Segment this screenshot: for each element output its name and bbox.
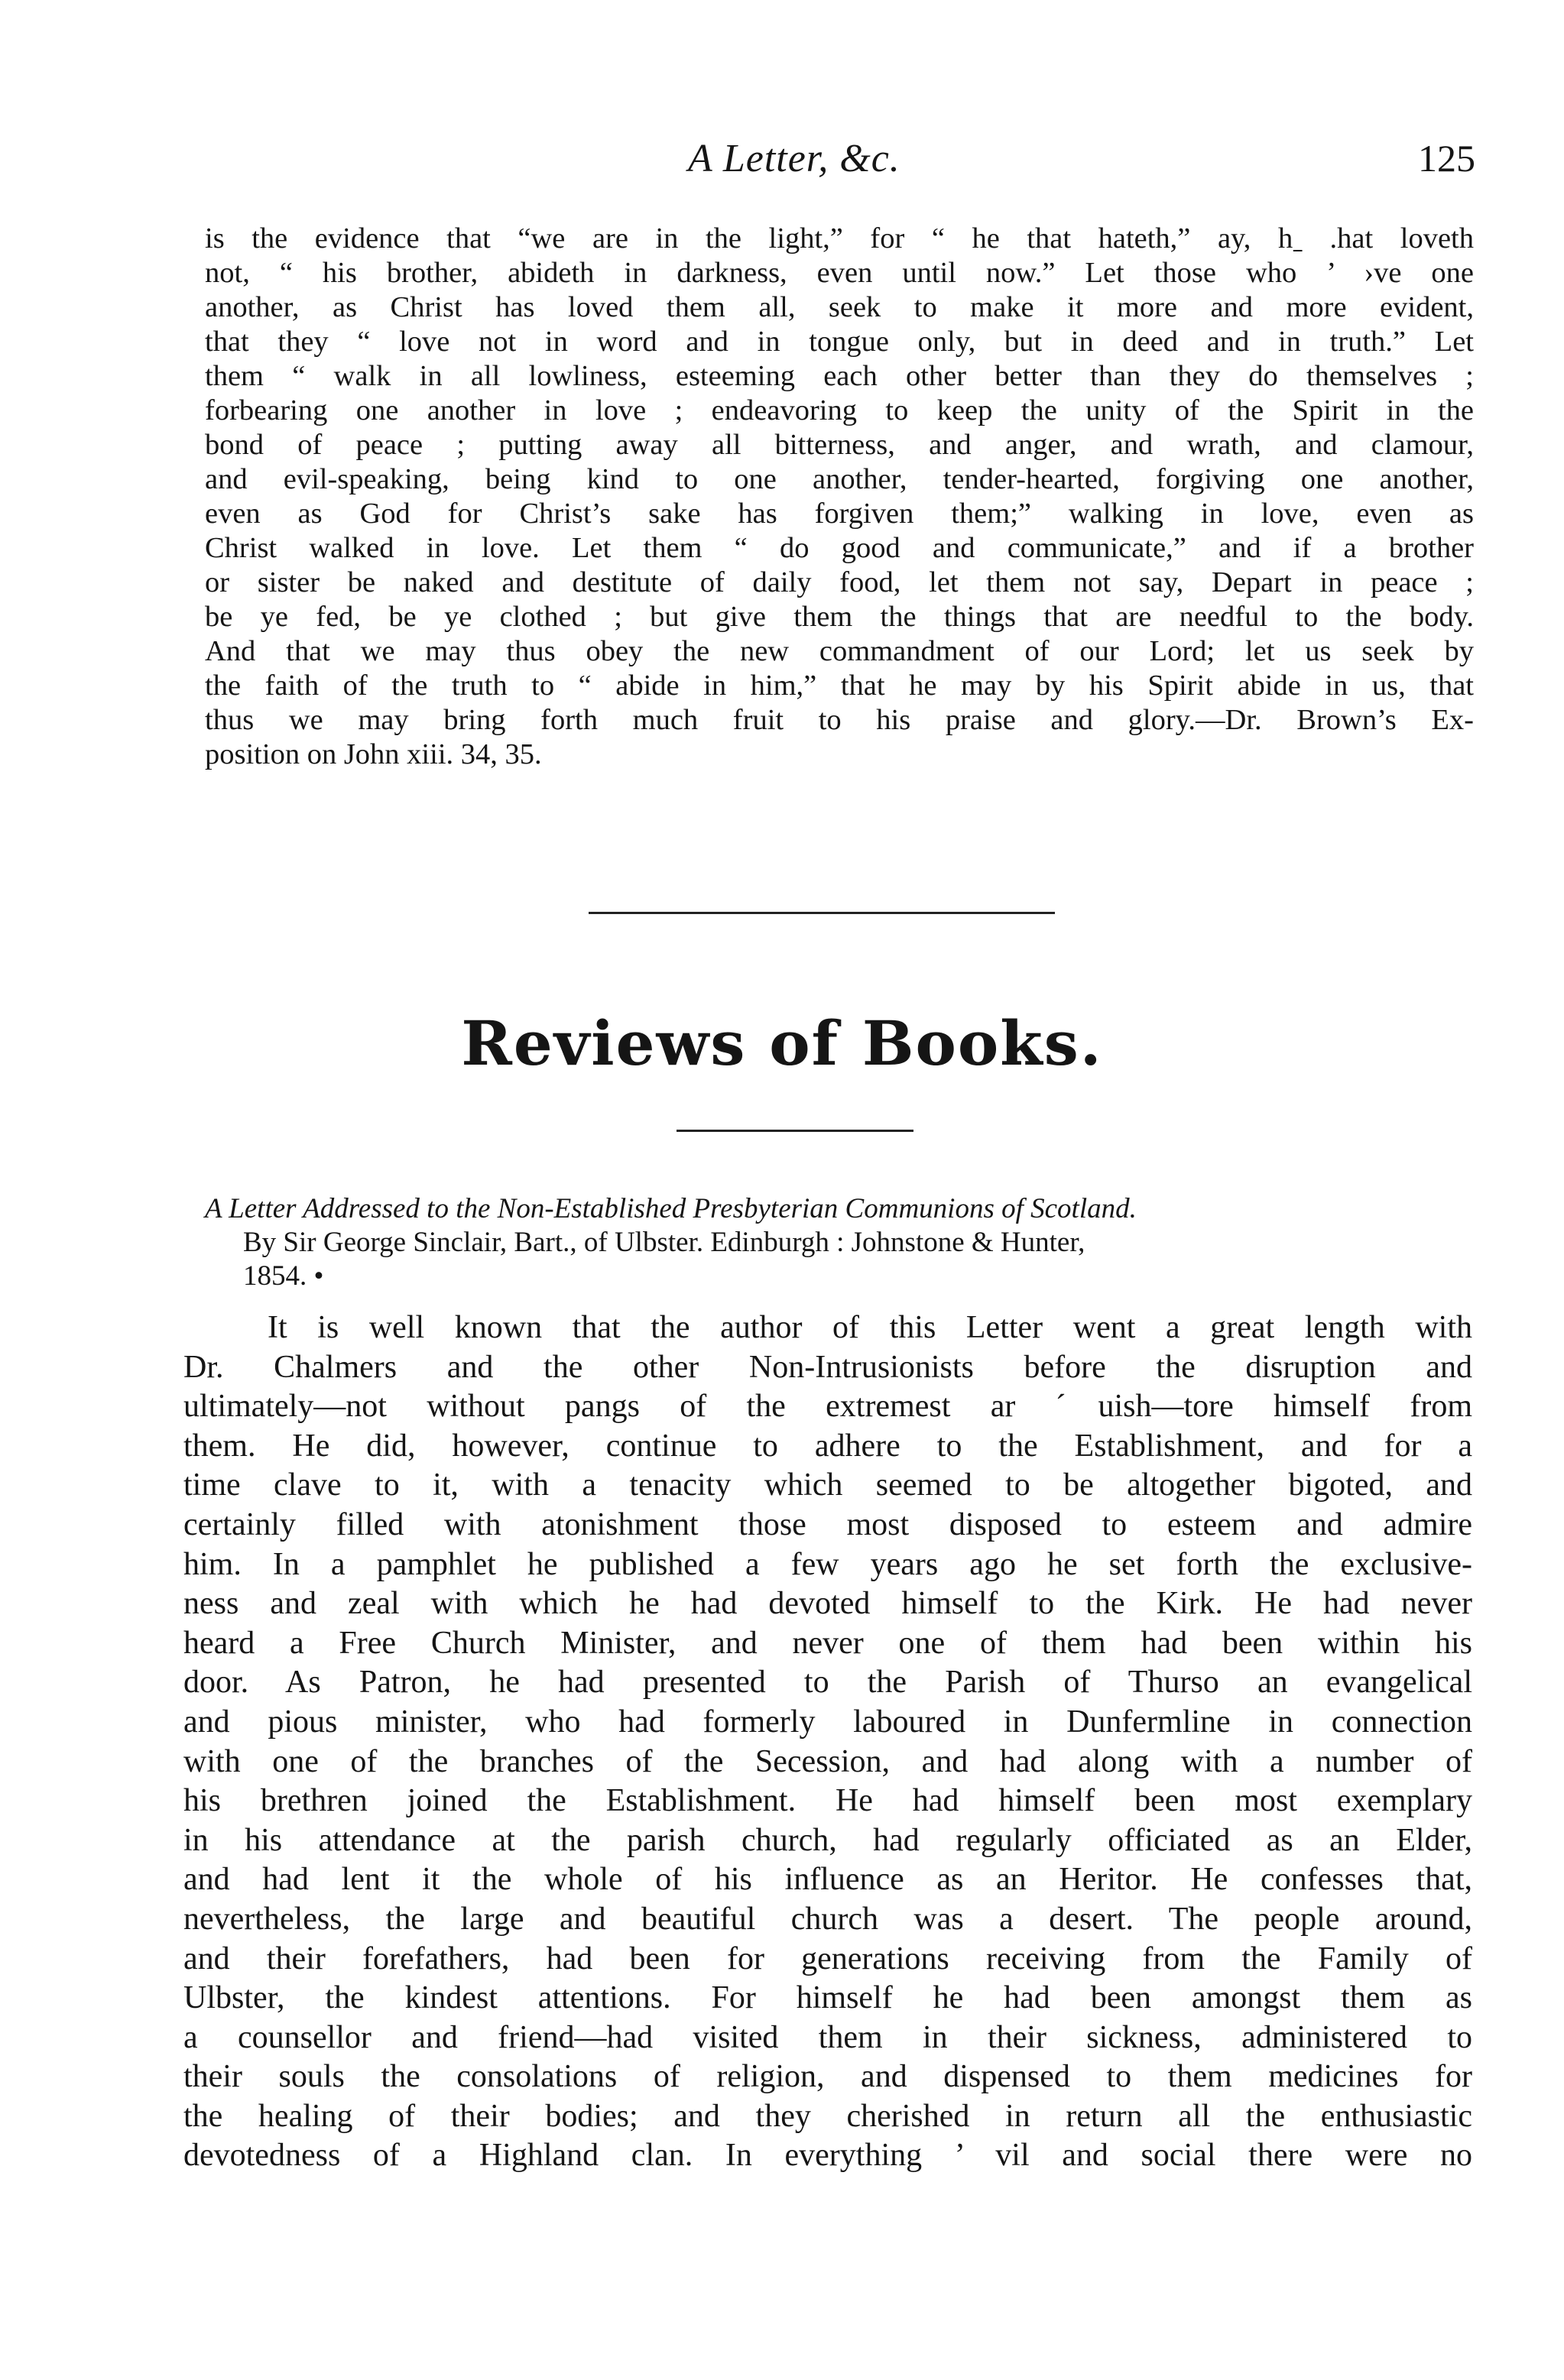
body-line: the healing of their bodies; and they cherished in return all the enthusiastic	[183, 2098, 1472, 2134]
body-line: certainly filled with atonishment those most disposed to esteem and admire	[183, 1506, 1472, 1542]
review-body	[183, 1308, 1472, 2176]
quote-line: and evil-speaking, being kind to one another, tender-hearted, forgiving one another,	[205, 463, 1474, 495]
review-byline: By Sir George Sinclair, Bart., of Ulbster. Edinburgh : Johnstone & Hunter,	[243, 1227, 1085, 1258]
page-number: 125	[1418, 137, 1475, 180]
quote-line: And that we may thus obey the new commandment of our Lord; let us seek by	[205, 635, 1474, 667]
body-line: a counsellor and friend—had visited them in their sickness, administered to	[183, 2019, 1472, 2055]
quote-line: not, “ his brother, abideth in darkness, even until now.” Let those who ’ ›ve one	[205, 257, 1474, 289]
section-heading: Reviews of Books.	[461, 1007, 1103, 1079]
body-line: devotedness of a Highland clan. In everything ’ vil and social there were no	[183, 2138, 1472, 2174]
body-line: and their forefathers, had been for generations receiving from the Family of	[183, 1941, 1472, 1976]
quote-line: position on John xiii. 34, 35.	[205, 738, 542, 770]
body-line: nevertheless, the large and beautiful church was a desert. The people around,	[183, 1901, 1472, 1937]
body-line: with one of the branches of the Secession, and had along with a number of	[183, 1743, 1472, 1779]
quote-line: forbearing one another in love ; endeavoring to keep the unity of the Spirit in the	[205, 394, 1474, 426]
body-line: Dr. Chalmers and the other Non-Intrusionists before the disruption and	[183, 1349, 1472, 1385]
section-divider-bottom	[677, 1130, 913, 1132]
review-year: 1854. •	[243, 1260, 324, 1292]
body-line: in his attendance at the parish church, had regularly officiated as an Elder,	[183, 1822, 1472, 1858]
body-line: door. As Patron, he had presented to the Parish of Thurso an evangelical	[183, 1665, 1472, 1701]
quote-line: that they “ love not in word and in tongue only, but in deed and in truth.” Let	[205, 326, 1474, 358]
body-line: ness and zeal with which he had devoted himself to the Kirk. He had never	[183, 1586, 1472, 1622]
quote-line: thus we may bring forth much fruit to his praise and glory.—Dr. Brown’s Ex-	[205, 704, 1474, 736]
body-line: his brethren joined the Establishment. He had himself been most exemplary	[183, 1783, 1472, 1819]
quote-line: the faith of the truth to “ abide in him,” that he may by his Spirit abide in us, that	[205, 670, 1474, 702]
quote-line: Christ walked in love. Let them “ do good and communicate,” and if a brother	[205, 532, 1474, 564]
quote-line: another, as Christ has loved them all, seek to make it more and more evident,	[205, 291, 1474, 323]
body-line: Ulbster, the kindest attentions. For himself he had been amongst them as	[183, 1980, 1472, 2016]
body-line: and pious minister, who had formerly laboured in Dunfermline in connection	[183, 1704, 1472, 1740]
body-line: ultimately—not without pangs of the extremest ar ˊuish—tore himself from	[183, 1389, 1472, 1425]
body-line: It is well known that the author of this Letter went a great length with	[268, 1310, 1472, 1345]
body-line: heard a Free Church Minister, and never one of them had been within his	[183, 1625, 1472, 1661]
body-line: him. In a pamphlet he published a few years ago he set forth the exclusive-	[183, 1546, 1472, 1582]
running-head	[206, 136, 1475, 190]
quote-line: or sister be naked and destitute of daily food, let them not say, Depart in peace ;	[205, 566, 1474, 598]
body-line: them. He did, however, continue to adhere to the Establishment, and for a	[183, 1428, 1472, 1464]
quote-line: be ye fed, be ye clothed ; but give them the things that are needful to the body.	[205, 601, 1474, 633]
review-header	[205, 1192, 1474, 1293]
body-line: their souls the consolations of religion, and dispensed to them medicines for	[183, 2059, 1472, 2095]
quote-line: them “ walk in all lowliness, esteeming each other better than they do themselves ;	[205, 360, 1474, 392]
quoted-passage	[205, 222, 1474, 772]
body-line: time clave to it, with a tenacity which seemed to be altogether bigoted, and	[183, 1467, 1472, 1503]
review-title: A Letter Addressed to the Non-Established Presbyterian Communions of Scotland.	[205, 1193, 1137, 1224]
running-title: A Letter, &c.	[688, 137, 900, 180]
quote-line: is the evidence that “we are in the light,” for “ he that hateth,” ay, hˍ .hat loveth	[205, 222, 1474, 255]
section-divider-top	[589, 912, 1055, 914]
quote-line: even as God for Christ’s sake has forgiven them;” walking in love, even as	[205, 498, 1474, 530]
body-line: and had lent it the whole of his influence as an Heritor. He confesses that,	[183, 1862, 1472, 1898]
quote-line: bond of peace ; putting away all bitterness, and anger, and wrath, and clamour,	[205, 429, 1474, 461]
